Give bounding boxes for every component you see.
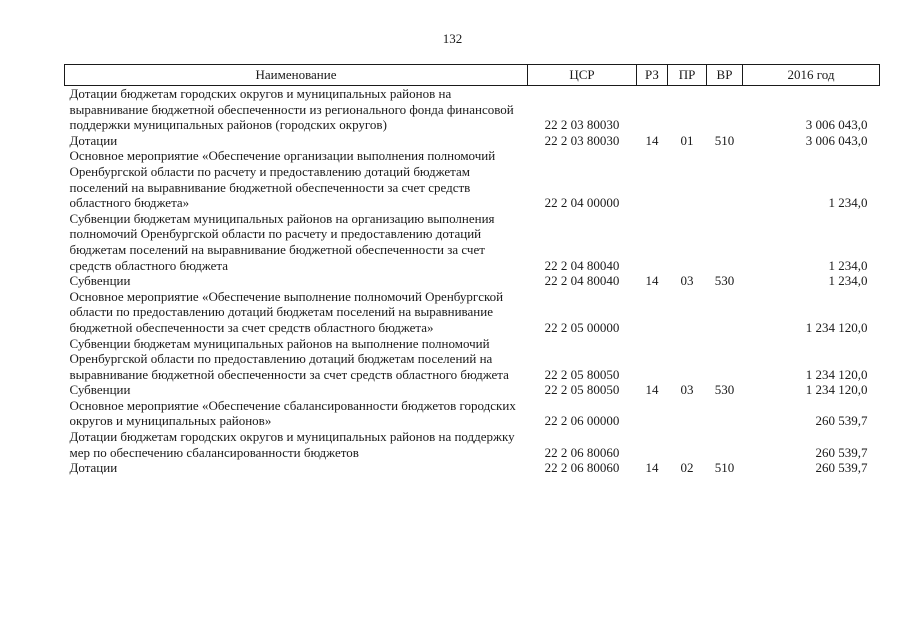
row-csr: 22 2 04 00000 <box>544 195 620 211</box>
row-sum: 1 234 120,0 <box>805 319 868 335</box>
table-row <box>65 86 880 133</box>
row-name: Субвенции <box>69 273 131 289</box>
row-sum: 1 234,0 <box>828 257 868 273</box>
row-vr: 530 <box>714 273 735 289</box>
table-row <box>65 382 880 398</box>
row-sum: 260 539,7 <box>815 444 868 460</box>
row-vr <box>707 211 743 273</box>
row-rz <box>637 429 668 460</box>
row-pr <box>668 398 707 429</box>
row-pr <box>668 429 707 460</box>
row-csr: 22 2 06 80060 <box>544 444 620 460</box>
row-pr <box>668 86 707 133</box>
row-pr <box>668 211 707 273</box>
row-pr: 01 <box>680 132 694 148</box>
row-csr: 22 2 04 80040 <box>544 257 620 273</box>
row-pr <box>668 336 707 383</box>
row-rz: 14 <box>645 382 659 398</box>
header-rz: РЗ <box>637 65 668 86</box>
header-row <box>65 65 880 86</box>
row-rz: 14 <box>645 460 659 476</box>
row-vr <box>707 148 743 210</box>
row-csr: 22 2 05 80050 <box>544 382 620 398</box>
row-sum: 1 234,0 <box>828 195 868 211</box>
budget-table <box>64 64 880 476</box>
row-csr: 22 2 03 80030 <box>544 117 620 133</box>
row-vr <box>707 398 743 429</box>
row-pr <box>668 289 707 336</box>
row-csr: 22 2 04 80040 <box>544 273 620 289</box>
row-sum: 260 539,7 <box>815 460 868 476</box>
row-vr: 510 <box>714 460 735 476</box>
row-rz <box>637 398 668 429</box>
table-body <box>65 86 880 476</box>
row-rz <box>637 289 668 336</box>
row-name: Основное мероприятие «Обеспечение сбалансированности бюджетов городских округов и муниципальных районов» <box>69 397 516 429</box>
row-pr: 02 <box>680 460 694 476</box>
row-rz <box>637 148 668 210</box>
table-row <box>65 429 880 460</box>
row-name: Субвенции бюджетам муниципальных районов на организацию выполнения полномочий Оренбургской области по расчету и предоставлению дотаций бюджетам поселений на выравнивание бюджетной обеспеченности за счет средств областного бюджета <box>69 210 495 273</box>
row-pr <box>668 148 707 210</box>
row-sum: 260 539,7 <box>815 413 868 429</box>
header-csr: ЦСР <box>528 65 637 86</box>
row-name: Дотации бюджетам городских округов и муниципальных районов на выравнивание бюджетной обеспеченности из регионального фонда финансовой поддержки муниципальных районов (городских округов) <box>69 86 514 133</box>
row-sum: 1 234 120,0 <box>805 382 868 398</box>
row-csr: 22 2 06 80060 <box>544 460 620 476</box>
row-vr <box>707 336 743 383</box>
row-csr: 22 2 05 00000 <box>544 319 620 335</box>
row-vr <box>707 429 743 460</box>
row-vr <box>707 86 743 133</box>
row-rz: 14 <box>645 132 659 148</box>
header-sum: 2016 год <box>743 65 880 86</box>
table-row <box>65 211 880 273</box>
table-header <box>65 65 880 86</box>
row-csr: 22 2 05 80050 <box>544 366 620 382</box>
row-vr: 530 <box>714 382 735 398</box>
row-csr: 22 2 03 80030 <box>544 132 620 148</box>
row-pr: 03 <box>680 273 694 289</box>
table-row <box>65 133 880 149</box>
row-name: Субвенции <box>69 382 131 398</box>
header-vr: ВР <box>707 65 743 86</box>
row-name: Дотации <box>69 132 118 148</box>
row-name: Основное мероприятие «Обеспечение организации выполнения полномочий Оренбургской области по расчету и предоставлению дотаций бюджетам поселений на выравнивание бюджетной обеспеченности за счет средств областного бюджета» <box>69 148 496 211</box>
row-rz <box>637 86 668 133</box>
table-row <box>65 398 880 429</box>
table-row <box>65 148 880 210</box>
row-vr: 510 <box>714 132 735 148</box>
table-row <box>65 289 880 336</box>
row-sum: 3 006 043,0 <box>805 117 868 133</box>
row-rz <box>637 211 668 273</box>
row-name: Дотации <box>69 460 118 476</box>
header-pr: ПР <box>668 65 707 86</box>
row-sum: 1 234,0 <box>828 273 868 289</box>
header-name: Наименование <box>65 65 528 86</box>
row-pr: 03 <box>680 382 694 398</box>
row-sum: 1 234 120,0 <box>805 366 868 382</box>
row-csr: 22 2 06 00000 <box>544 413 620 429</box>
table-row <box>65 273 880 289</box>
row-name: Субвенции бюджетам муниципальных районов на выполнение полномочий Оренбургской области по предоставлению дотаций бюджетам поселений на выравнивание бюджетной обеспеченности за счет средств областного бюджета <box>69 335 509 382</box>
table-row <box>65 460 880 476</box>
row-rz: 14 <box>645 273 659 289</box>
row-vr <box>707 289 743 336</box>
row-rz <box>637 336 668 383</box>
row-sum: 3 006 043,0 <box>805 132 868 148</box>
table-row <box>65 336 880 383</box>
page-number: 132 <box>442 31 463 46</box>
row-name: Основное мероприятие «Обеспечение выполнение полномочий Оренбургской области по предоставлению дотаций бюджетам поселений на выравнивание бюджетной обеспеченности за счет средств областного бюджета» <box>69 288 504 335</box>
row-name: Дотации бюджетам городских округов и муниципальных районов на поддержку мер по обеспечению сбалансированности бюджетов <box>69 429 515 460</box>
